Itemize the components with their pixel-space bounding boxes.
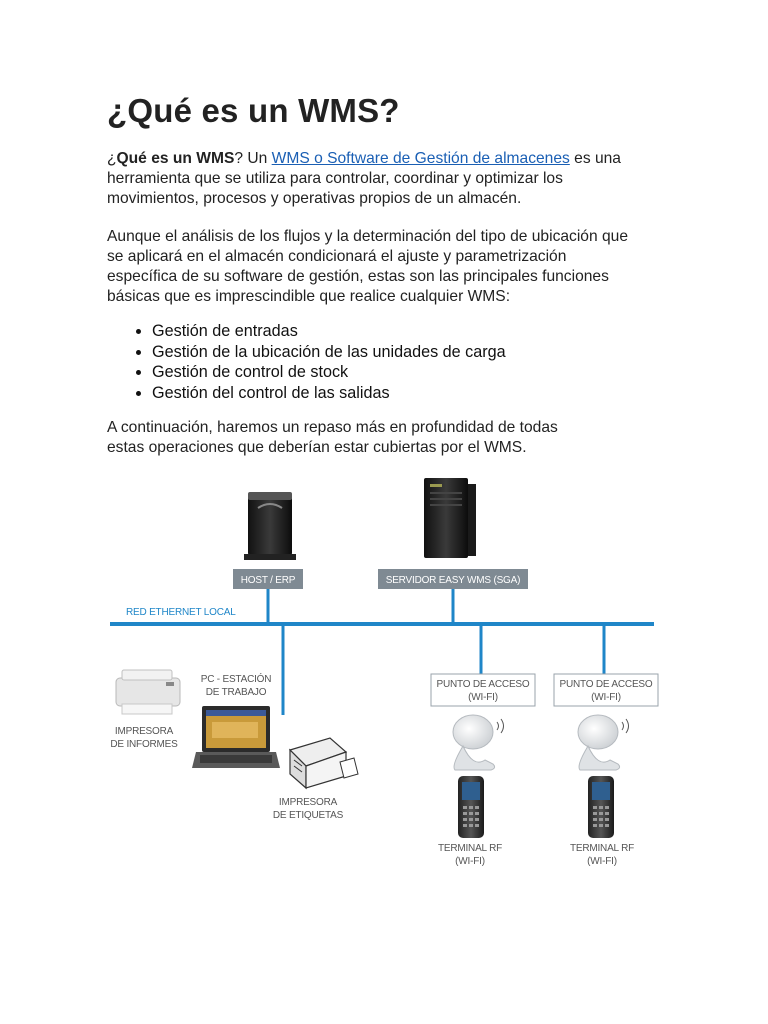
- network-label: RED ETHERNET LOCAL: [126, 607, 236, 618]
- intro-line2: herramienta que se utiliza para controlar, coordinar y optimizar los: [107, 170, 563, 187]
- terminal-2-label-wifi: (WI-FI): [587, 856, 617, 867]
- paragraph2-line: se aplicará en el almacén condicionará el ajuste y parametrización: [107, 248, 567, 265]
- wms-network-diagram: [108, 470, 668, 880]
- intro-bold: Qué es un WMS: [116, 150, 235, 167]
- paragraph3-line: estas operaciones que deberían estar cubiertas por el WMS.: [107, 439, 527, 456]
- report-printer-label-2: DE INFORMES: [110, 739, 178, 750]
- paragraph2-line: básicas que es imprescindible que realice cualquier WMS:: [107, 288, 511, 305]
- wifi-access-point-icon: [578, 715, 629, 770]
- pc-label-2: DE TRABAJO: [205, 687, 267, 698]
- terminal-1-label: TERMINAL RF: [437, 843, 503, 854]
- label-printer-icon: [290, 738, 358, 788]
- intro-paragraph: [107, 149, 667, 209]
- conclusion-paragraph: [107, 418, 667, 458]
- report-printer-label-1: IMPRESORA: [114, 726, 174, 737]
- access-point-1-label: PUNTO DE ACCESO: [436, 679, 530, 690]
- functions-list: [129, 321, 506, 403]
- intro-prefix: ¿: [107, 150, 117, 167]
- intro-line3: movimientos, procesos y operativas propios de un almacén.: [107, 190, 522, 207]
- list-item: • Gestión de la ubicación de las unidades de carga: [152, 342, 506, 363]
- page-title: ¿Qué es un WMS?: [107, 92, 400, 129]
- paragraph2-line: específica de su software de gestión, estas son las principales funciones: [107, 268, 609, 285]
- host-label: HOST / ERP: [240, 575, 296, 586]
- server-label: SERVIDOR EASY WMS (SGA): [385, 575, 521, 586]
- report-printer-icon: [116, 670, 180, 714]
- wms-link[interactable]: WMS o Software de Gestión de almacenes: [271, 150, 570, 167]
- functions-intro-paragraph: [107, 227, 667, 307]
- pc-label-1: PC - ESTACIÓN: [200, 674, 272, 685]
- list-item: • Gestión de control de stock: [152, 362, 506, 383]
- label-printer-label-2: DE ETIQUETAS: [272, 810, 344, 821]
- label-printer-label-1: IMPRESORA: [278, 797, 338, 808]
- intro-after-bold: ? Un: [234, 150, 272, 167]
- terminal-2-label: TERMINAL RF: [569, 843, 635, 854]
- wifi-access-point-icon: [453, 715, 504, 770]
- wms-server-icon: [424, 478, 476, 558]
- terminal-1-label-wifi: (WI-FI): [455, 856, 485, 867]
- rf-terminal-icon: [458, 776, 484, 838]
- laptop-icon: [192, 706, 280, 768]
- rf-terminal-icon: [588, 776, 614, 838]
- list-item: • Gestión de entradas: [152, 321, 506, 342]
- host-server-icon: [244, 492, 296, 560]
- network-diagram-svg: [108, 470, 668, 880]
- intro-line1-end: es una: [569, 150, 621, 167]
- access-point-2-label: PUNTO DE ACCESO: [559, 679, 653, 690]
- paragraph2-line: Aunque el análisis de los flujos y la determinación del tipo de ubicación que: [107, 228, 628, 245]
- access-point-1-label-wifi: (WI-FI): [468, 692, 498, 703]
- access-point-2-label-wifi: (WI-FI): [591, 692, 621, 703]
- paragraph3-line: A continuación, haremos un repaso más en profundidad de todas: [107, 419, 558, 436]
- list-item: • Gestión del control de las salidas: [152, 383, 506, 404]
